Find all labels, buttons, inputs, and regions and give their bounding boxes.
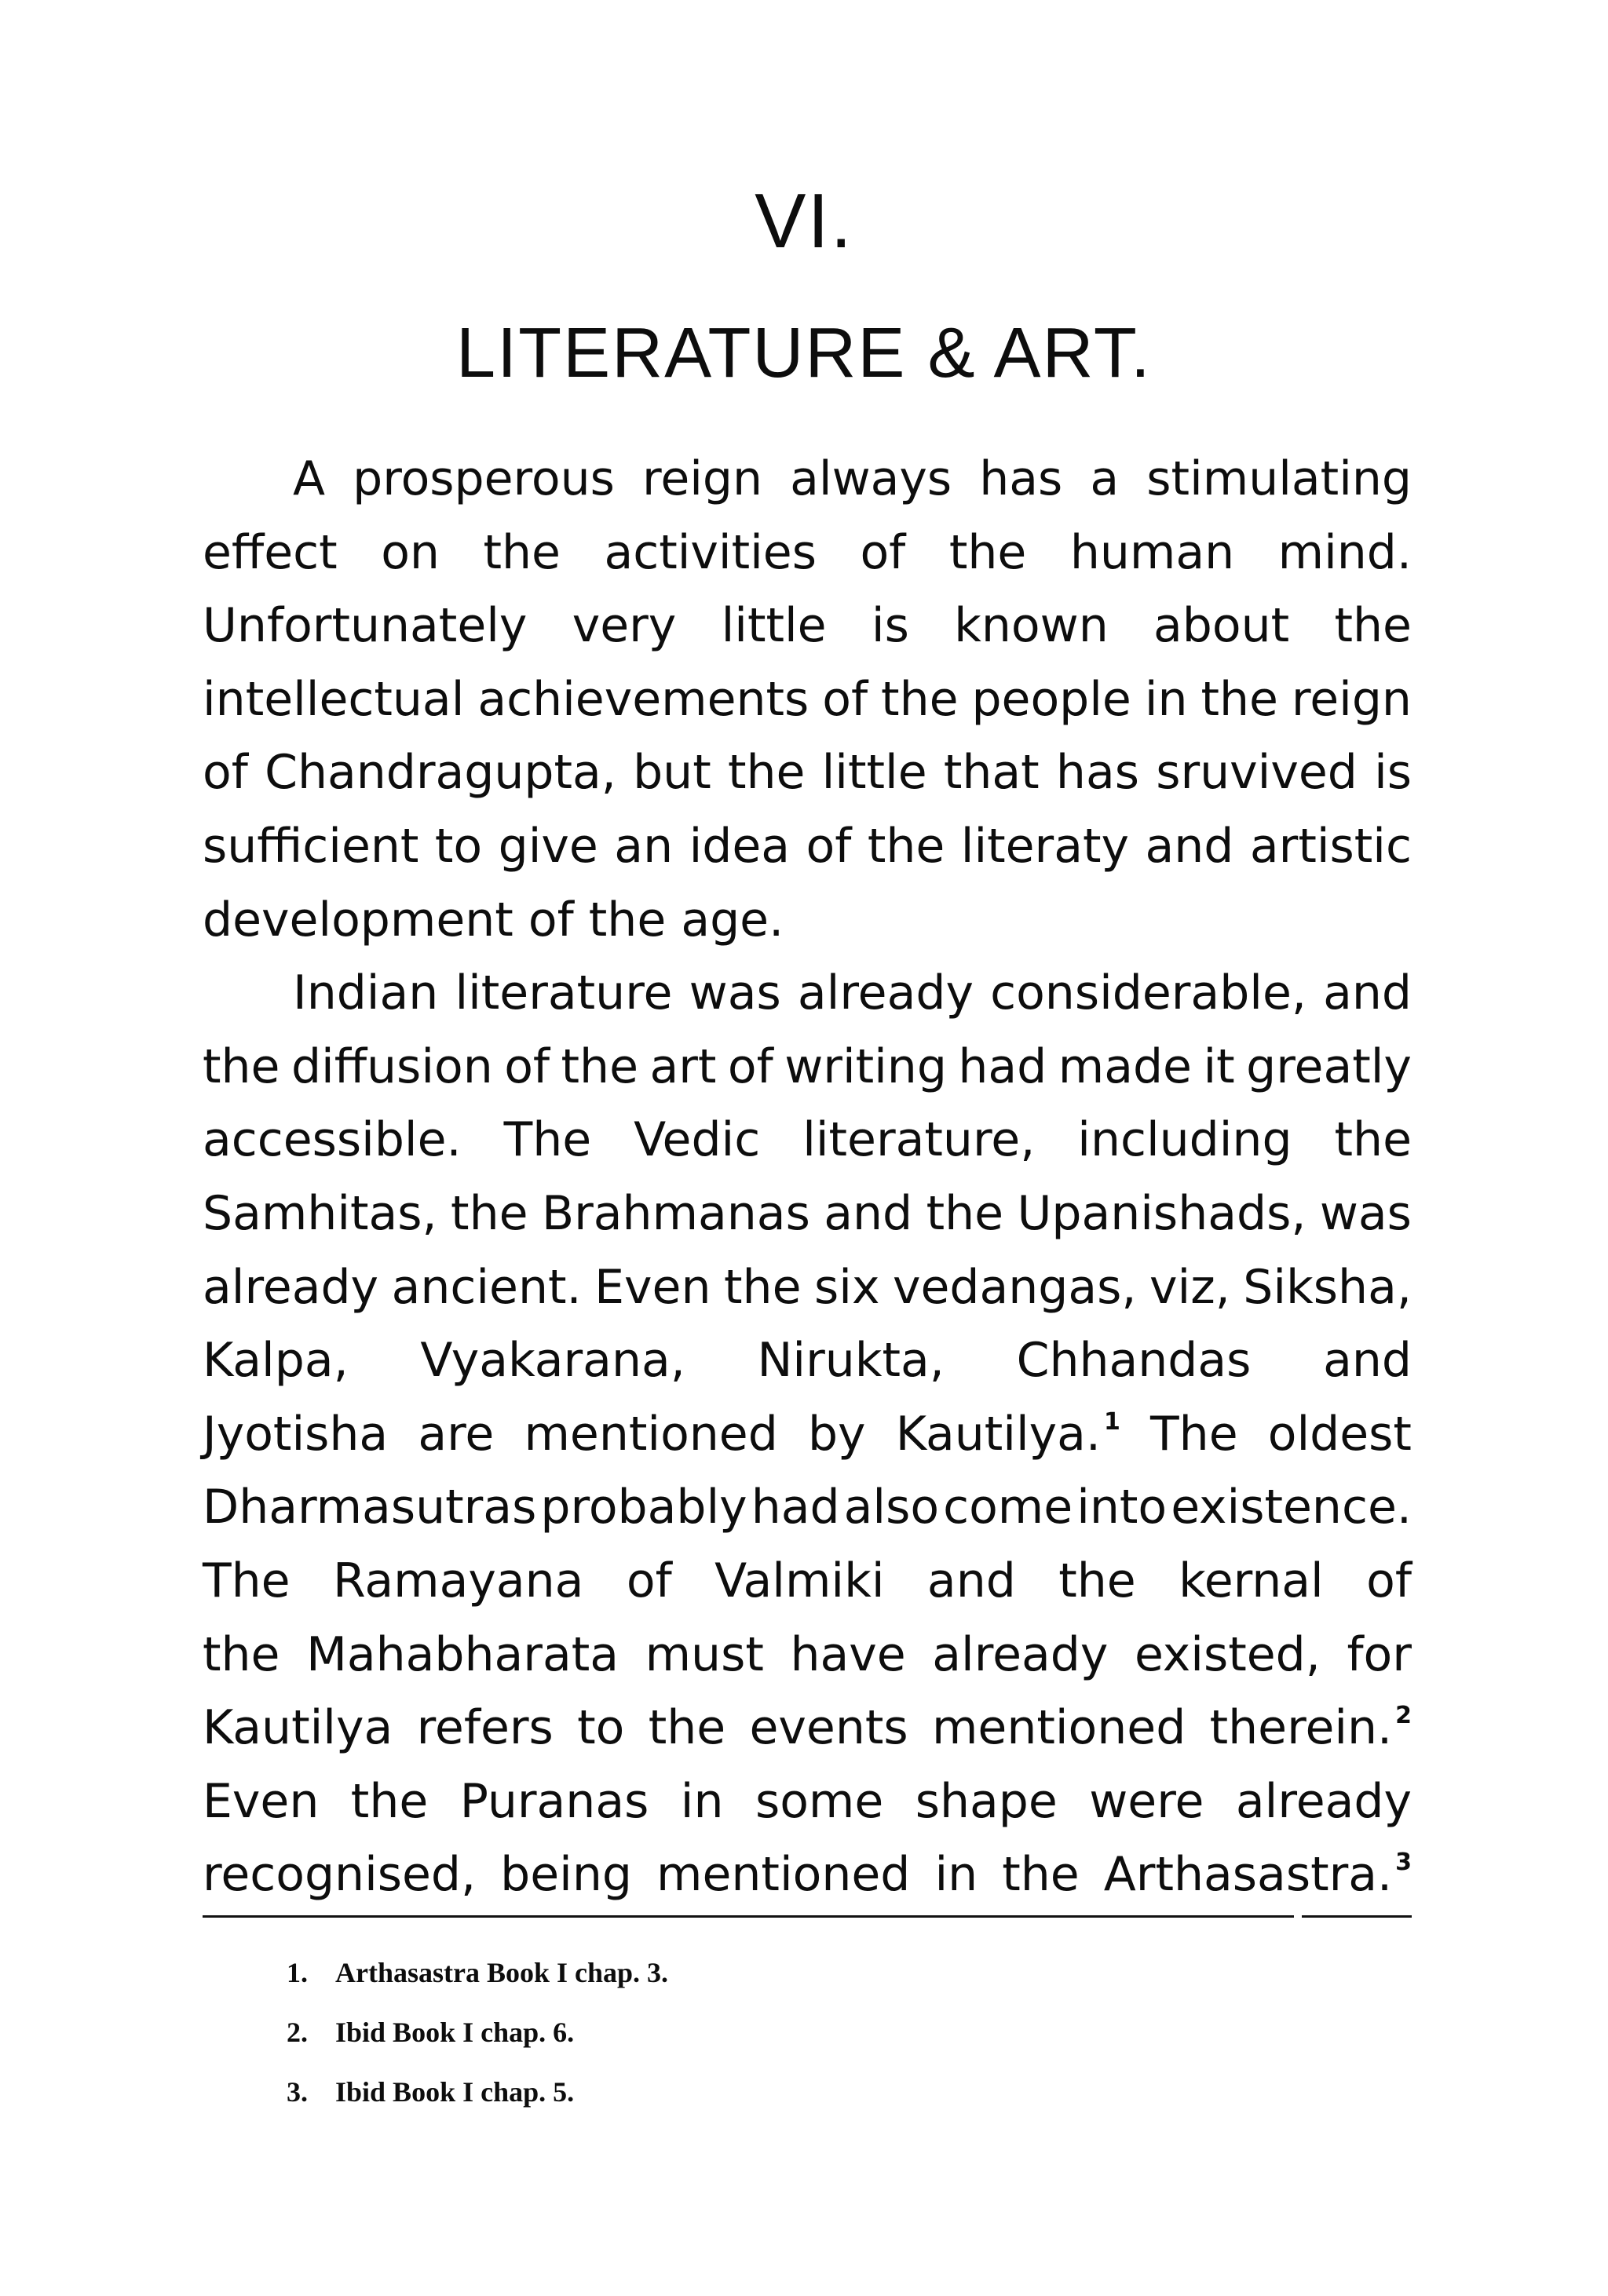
footnote-divider	[203, 1915, 1294, 1918]
word: had	[751, 1480, 840, 1535]
word: to	[577, 1700, 625, 1756]
word: Siksha,	[1243, 1259, 1412, 1315]
word: the	[1334, 1112, 1412, 1168]
word: the	[727, 745, 806, 801]
word: made	[1058, 1038, 1192, 1094]
word: some	[755, 1773, 884, 1829]
word: Arthasastra. $^3$	[1103, 1847, 1412, 1903]
word: ancient.	[391, 1259, 582, 1315]
word: give	[498, 818, 598, 874]
word: The	[203, 1553, 291, 1608]
chapter-title: LITERATURE & ART.	[456, 314, 1152, 392]
word: human	[1069, 524, 1235, 580]
word: is	[871, 598, 909, 654]
word: the	[881, 671, 959, 727]
word: of	[203, 745, 248, 801]
footnote	[287, 1943, 668, 2002]
word: had	[958, 1038, 1047, 1094]
text-line	[203, 1177, 1412, 1251]
word: reign	[1291, 671, 1412, 727]
word: literaty	[960, 818, 1130, 874]
word: in	[934, 1847, 978, 1903]
word: already	[932, 1626, 1109, 1682]
text-line	[203, 1104, 1412, 1177]
word: literature	[455, 965, 673, 1021]
word: were	[1089, 1773, 1204, 1829]
word: A	[293, 451, 326, 506]
word: and	[1323, 1333, 1412, 1389]
footnote-text: Ibid Book I chap. 5.	[335, 2076, 575, 2108]
word: little	[721, 598, 827, 654]
word: being	[500, 1847, 632, 1903]
word: was	[689, 965, 781, 1021]
word: Upanishads,	[1017, 1185, 1306, 1241]
word: the	[948, 524, 1027, 580]
chapter-number: VI.	[755, 177, 853, 264]
text-line	[203, 590, 1412, 663]
word: mentioned	[656, 1847, 911, 1903]
word: events	[749, 1700, 908, 1756]
word: achievements	[477, 671, 809, 727]
footnote-text: Ibid Book I chap. 6.	[335, 2017, 575, 2048]
paragraph	[203, 957, 1412, 1912]
word: prosperous	[353, 451, 615, 506]
word: the	[1334, 598, 1412, 654]
word: Ramayana	[333, 1553, 584, 1608]
word: Even	[203, 1773, 320, 1829]
word: on	[381, 524, 440, 580]
word: Jyotisha	[203, 1406, 389, 1462]
word: Indian	[293, 965, 439, 1021]
word: the	[1002, 1847, 1080, 1903]
footnote-reference: 3	[1395, 1849, 1412, 1877]
word: refers	[416, 1700, 554, 1756]
word: Mahabharata	[306, 1626, 619, 1682]
word: recognised,	[203, 1847, 477, 1903]
word: oldest	[1267, 1406, 1412, 1462]
footnote-text: Arthasastra Book I chap. 3.	[335, 1957, 669, 1988]
word: a	[1090, 451, 1120, 506]
text-line	[203, 1031, 1412, 1104]
word: considerable,	[990, 965, 1306, 1021]
word: also	[843, 1480, 940, 1535]
word: already	[203, 1259, 379, 1315]
word: the	[451, 1185, 528, 1241]
word: have	[790, 1626, 906, 1682]
text-line	[203, 1251, 1412, 1325]
word: and	[1145, 818, 1234, 874]
text-line	[203, 957, 1412, 1031]
word: Samhitas,	[203, 1185, 437, 1241]
word: already	[1235, 1773, 1412, 1829]
word: Vedic	[634, 1112, 761, 1168]
word: has	[979, 451, 1063, 506]
word: the	[648, 1700, 726, 1756]
footnote-number: 3.	[287, 2076, 308, 2108]
text-line	[203, 1324, 1412, 1398]
word: and	[824, 1185, 913, 1241]
word: come	[943, 1480, 1073, 1535]
word: diffusion	[291, 1038, 493, 1094]
word: an	[614, 818, 674, 874]
word: idea	[689, 818, 791, 874]
word: was	[1319, 1185, 1412, 1241]
word: mentioned	[524, 1406, 778, 1462]
word: in	[680, 1773, 724, 1829]
footnote-reference: 2	[1395, 1702, 1412, 1730]
footnote-number: 2.	[287, 2017, 308, 2048]
text-line	[203, 517, 1412, 590]
word: Kautilya. $^1$	[895, 1406, 1120, 1462]
word: the	[561, 1038, 638, 1094]
text-line	[203, 1471, 1412, 1545]
word: Dharmasutras	[203, 1480, 537, 1535]
word: effect	[203, 524, 338, 580]
word: into	[1076, 1480, 1168, 1535]
word: viz,	[1149, 1259, 1230, 1315]
word: the	[350, 1773, 429, 1829]
word: of	[504, 1038, 550, 1094]
footnote	[287, 2062, 668, 2122]
word: in	[1144, 671, 1188, 727]
word: and	[926, 1553, 1016, 1608]
text-line	[203, 1765, 1412, 1839]
text-line	[203, 1692, 1412, 1765]
word: of	[1366, 1553, 1412, 1608]
word: accessible.	[203, 1112, 462, 1168]
word: but	[633, 745, 711, 801]
word: very	[572, 598, 677, 654]
word: six	[814, 1259, 880, 1315]
paragraph	[203, 443, 1412, 957]
word: of	[806, 818, 852, 874]
text-line-last: development of the age.	[203, 892, 784, 947]
word: always	[790, 451, 952, 506]
footnote	[287, 2002, 668, 2062]
word: therein. $^2$	[1209, 1700, 1412, 1756]
word: mentioned	[931, 1700, 1186, 1756]
word: Chhandas	[1016, 1333, 1252, 1389]
word: sruvived	[1156, 745, 1358, 801]
word: of	[727, 1038, 773, 1094]
word: mind.	[1277, 524, 1412, 580]
word: Vyakarana,	[420, 1333, 685, 1389]
word: Valmiki	[714, 1553, 885, 1608]
word: of	[822, 671, 868, 727]
word: has	[1055, 745, 1139, 801]
word: writing	[784, 1038, 947, 1094]
word: Unfortunately	[203, 598, 528, 654]
word: literature,	[802, 1112, 1036, 1168]
footnote-reference: 1	[1104, 1407, 1120, 1436]
word: the	[483, 524, 561, 580]
word: Puranas	[459, 1773, 649, 1829]
word: must	[645, 1626, 764, 1682]
word: intellectual	[203, 671, 465, 727]
word: activities	[604, 524, 817, 580]
word: of	[626, 1553, 672, 1608]
text-line	[203, 1619, 1412, 1692]
word: kernal	[1179, 1553, 1324, 1608]
word: by	[807, 1406, 866, 1462]
word: art	[649, 1038, 717, 1094]
text-line	[203, 810, 1412, 884]
word: Kalpa,	[203, 1333, 349, 1389]
word: to	[434, 818, 483, 874]
word: the	[1201, 671, 1278, 727]
body-text	[203, 443, 1412, 1912]
word: Kautilya	[203, 1700, 393, 1756]
word: and	[1323, 965, 1412, 1021]
word: Brahmanas	[541, 1185, 810, 1241]
footnotes	[287, 1943, 668, 2122]
word: existed,	[1134, 1626, 1321, 1682]
word: Nirukta,	[757, 1333, 945, 1389]
word: for	[1347, 1626, 1412, 1682]
word: the	[926, 1185, 1004, 1241]
text-line	[203, 443, 1412, 517]
word: greatly	[1246, 1038, 1412, 1094]
word: little	[821, 745, 927, 801]
word: the	[724, 1259, 802, 1315]
text-line	[203, 1838, 1412, 1912]
word: The	[1150, 1406, 1238, 1462]
word: known	[954, 598, 1109, 654]
text-line	[203, 1545, 1412, 1619]
word: existence.	[1171, 1480, 1412, 1535]
word: probably	[540, 1480, 747, 1535]
word: Even	[594, 1259, 711, 1315]
word: The	[503, 1112, 592, 1168]
word: the	[1058, 1553, 1136, 1608]
word: sufficient	[203, 818, 419, 874]
word: vedangas,	[892, 1259, 1137, 1315]
text-line	[203, 736, 1412, 810]
text-line	[203, 1398, 1412, 1472]
text-line	[203, 663, 1412, 737]
word: reign	[641, 451, 763, 506]
word: people	[971, 671, 1131, 727]
word: including	[1077, 1112, 1292, 1168]
word: already	[797, 965, 974, 1021]
footnote-divider	[1302, 1915, 1412, 1918]
word: the	[203, 1626, 280, 1682]
word: about	[1153, 598, 1290, 654]
word: it	[1203, 1038, 1235, 1094]
word: shape	[915, 1773, 1058, 1829]
word: the	[203, 1038, 280, 1094]
word: the	[867, 818, 945, 874]
word: Chandragupta,	[265, 745, 616, 801]
word: that	[943, 745, 1040, 801]
word: stimulating	[1146, 451, 1412, 506]
footnote-number: 1.	[287, 1957, 308, 1988]
word: artistic	[1249, 818, 1412, 874]
word: is	[1374, 745, 1412, 801]
word: are	[418, 1406, 495, 1462]
word: of	[860, 524, 906, 580]
